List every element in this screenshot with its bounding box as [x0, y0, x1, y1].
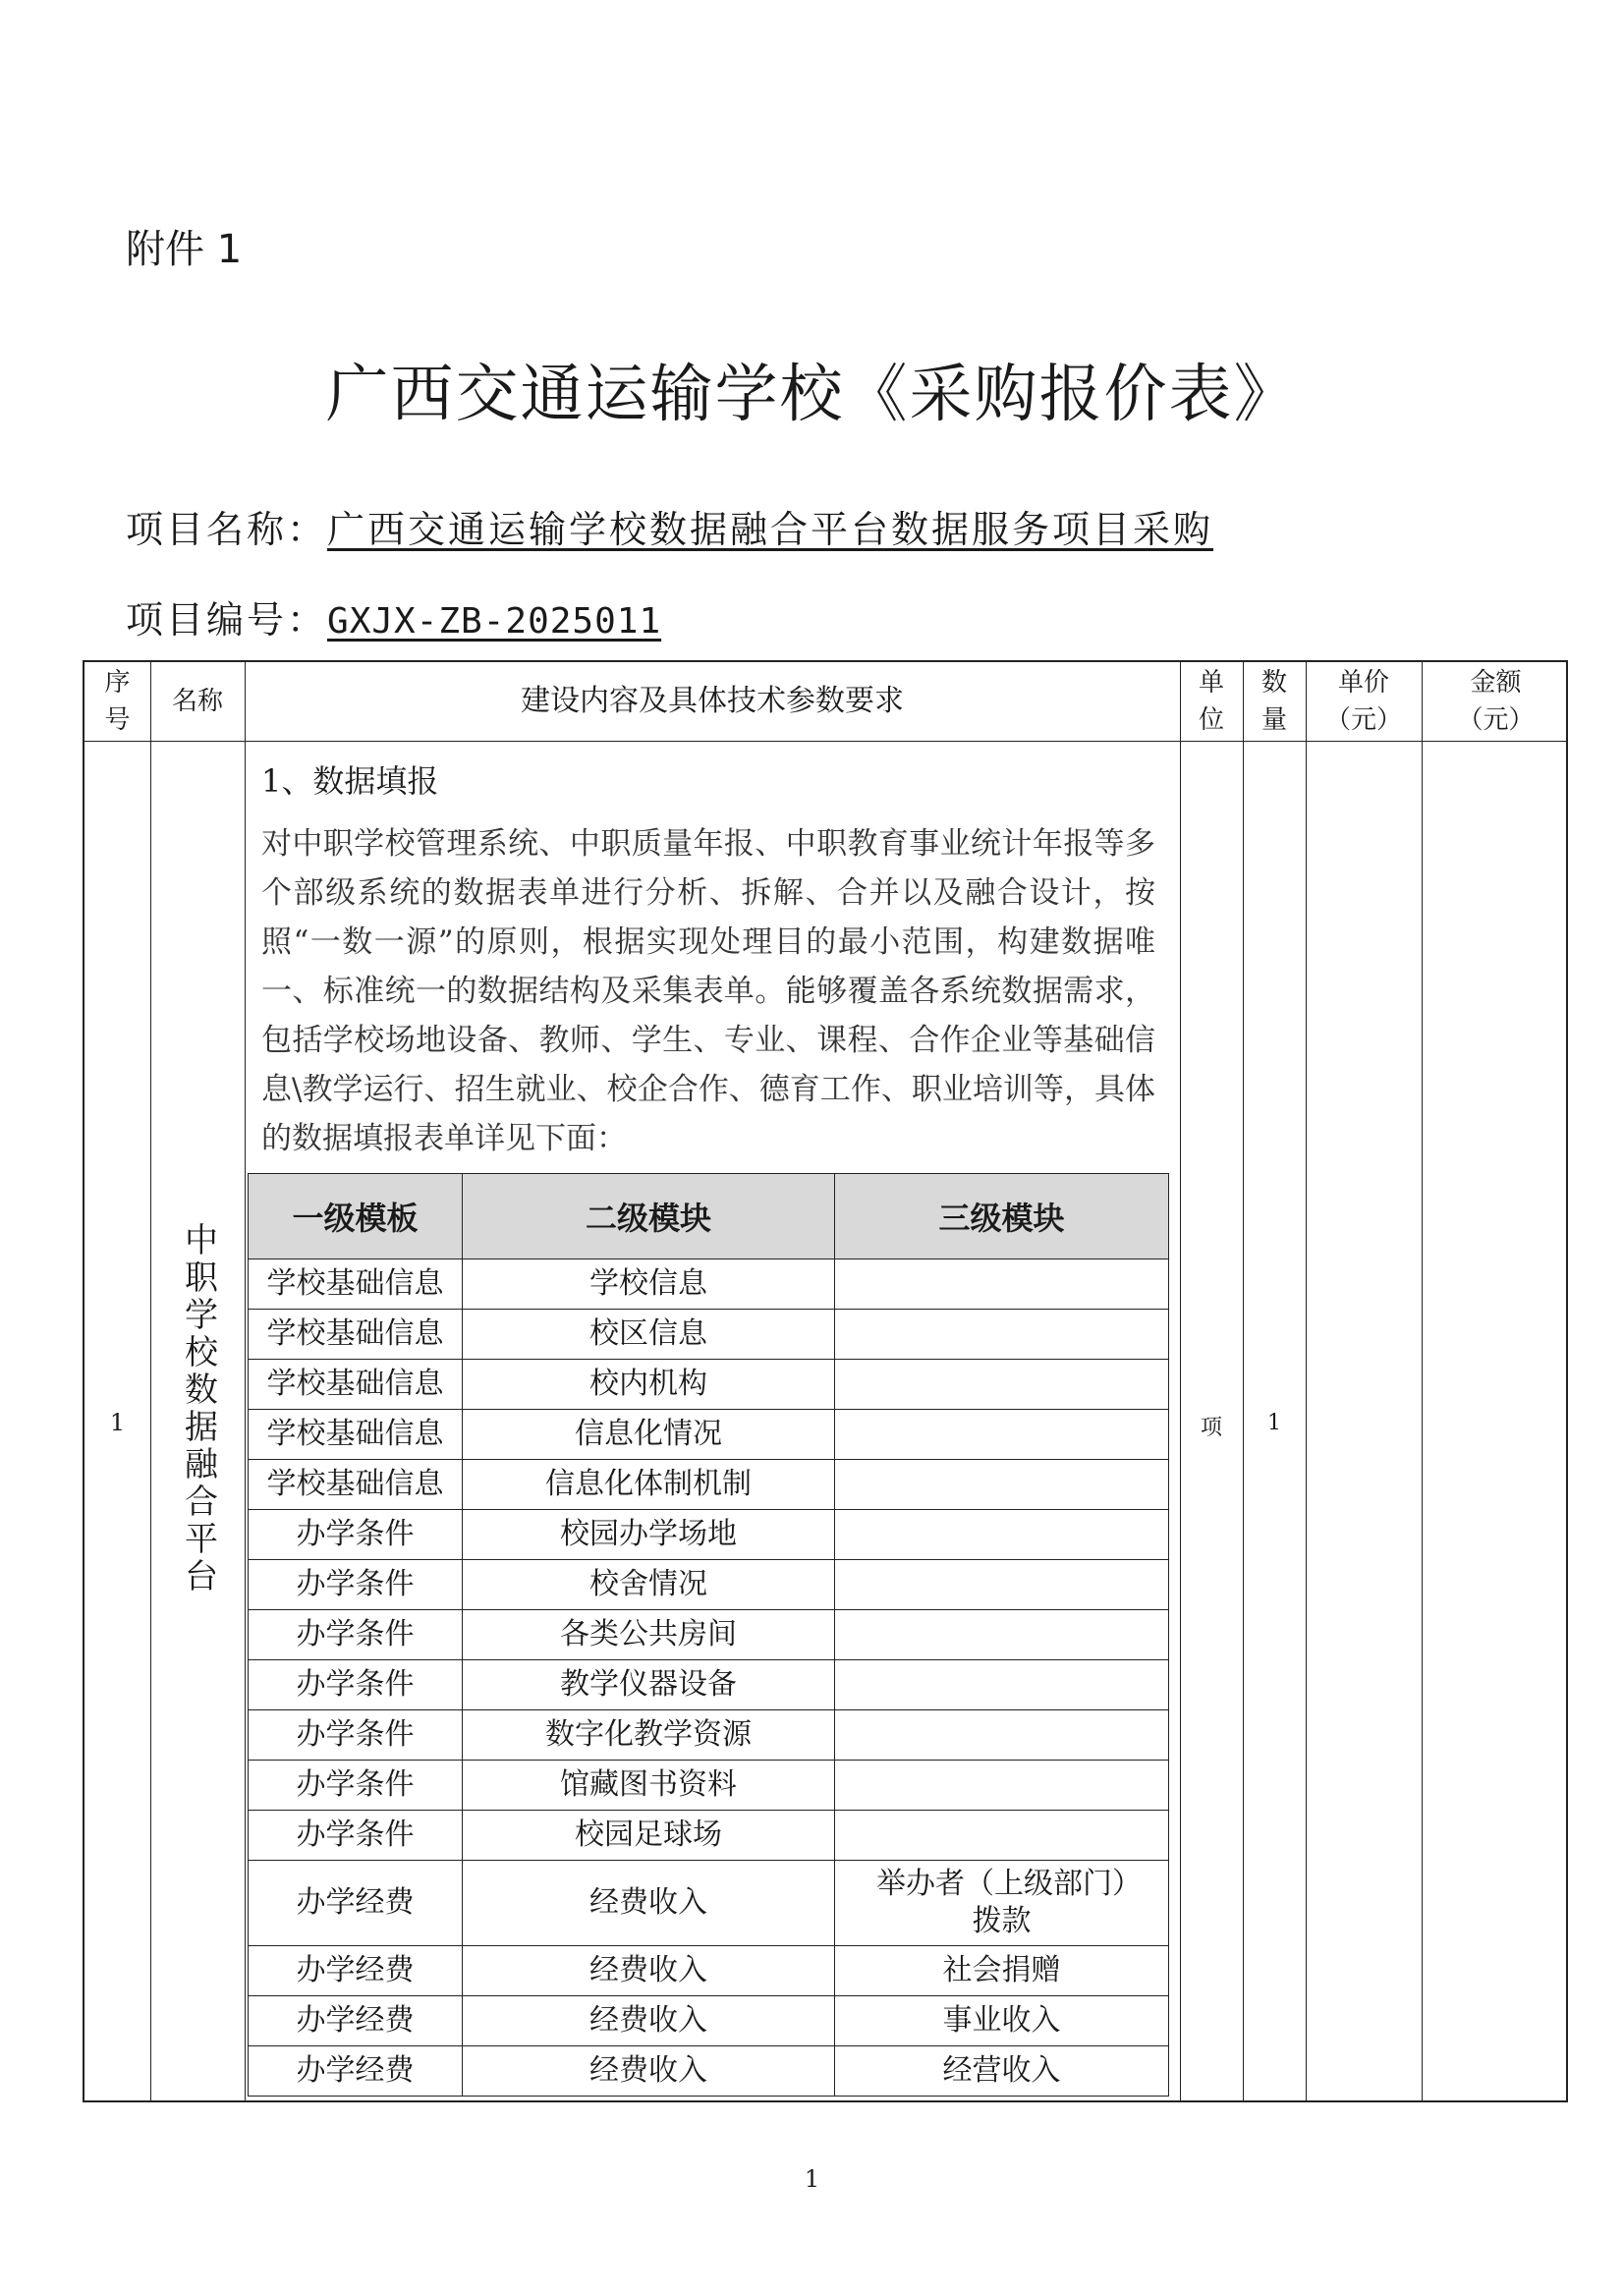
table-row [249, 1861, 1169, 1946]
col-divider [1243, 662, 1244, 2100]
page-number: 1 [804, 2165, 820, 2193]
cell: 办学条件 [249, 1761, 463, 1811]
cell: 办学条件 [249, 1811, 463, 1861]
cell [835, 1710, 1169, 1761]
cell [835, 1460, 1169, 1510]
project-number-line [126, 589, 661, 643]
cell [835, 1410, 1169, 1460]
header-content: 建设内容及具体技术参数要求 [521, 684, 904, 718]
cell: 学校基础信息 [249, 1259, 463, 1310]
cell [835, 1310, 1169, 1360]
table-row [249, 1811, 1169, 1861]
cell: 校区信息 [462, 1310, 834, 1360]
cell: 社会捐赠 [835, 1946, 1169, 1996]
inner-header-level2: 二级模块 [462, 1174, 834, 1259]
cell: 信息化体制机制 [462, 1460, 834, 1510]
header-amount: 金额（元） [1457, 668, 1535, 735]
document-title: 广西交通运输学校《采购报价表》 [325, 359, 1299, 431]
table-row [249, 1710, 1169, 1761]
inner-header-level1: 一级模板 [249, 1174, 463, 1259]
table-row [249, 1510, 1169, 1560]
table-row [249, 1259, 1169, 1310]
cell: 各类公共房间 [462, 1610, 834, 1660]
col-divider [1306, 662, 1307, 2100]
cell: 经费收入 [462, 1861, 834, 1946]
cell: 经营收入 [835, 2046, 1169, 2097]
table-row [249, 1761, 1169, 1811]
cell: 校内机构 [462, 1360, 834, 1410]
cell [835, 1510, 1169, 1560]
cell: 经费收入 [462, 1996, 834, 2046]
cell: 学校基础信息 [249, 1310, 463, 1360]
cell: 校园办学场地 [462, 1510, 834, 1560]
header-name: 名称 [171, 687, 223, 716]
cell: 学校基础信息 [249, 1410, 463, 1460]
cell: 校舍情况 [462, 1560, 834, 1610]
cell [835, 1811, 1169, 1861]
project-number-value: GXJX-ZB-2025011 [327, 601, 662, 642]
cell: 办学条件 [249, 1710, 463, 1761]
header-qty: 数量 [1260, 668, 1287, 735]
cell: 办学条件 [249, 1510, 463, 1560]
row-unit: 项 [1200, 1416, 1222, 1440]
cell: 办学条件 [249, 1560, 463, 1610]
col-divider [1422, 662, 1423, 2100]
project-name-line [126, 499, 1213, 553]
table-row [249, 2046, 1169, 2097]
col-divider [1180, 662, 1181, 2100]
attachment-label: 附件 1 [126, 227, 243, 272]
cell [835, 1560, 1169, 1610]
table-row [249, 1410, 1169, 1460]
project-number-label: 项目编号： [126, 598, 328, 642]
table-row [249, 1660, 1169, 1710]
cell: 学校基础信息 [249, 1460, 463, 1510]
row-name-cell [150, 1222, 245, 1595]
row-seq: 1 [109, 1409, 126, 1436]
cell: 经费收入 [462, 1946, 834, 1996]
quotation-table [83, 660, 1568, 2102]
module-table [248, 1173, 1169, 2097]
section-description: 对中职学校管理系统、中职质量年报、中职教育事业统计年报等多个部级系统的数据表单进行分析、拆解、合并以及融合设计，按照“一数一源”的原则，根据实现处理目的最小范围，构建数据唯一、标准统一的数据结构及采集表单。能够覆盖各系统数据需求，包括学校场地设备、教师、学生、专业、课程、合作企业等基础信息\教学运行、招生就业、校企合作、德育工作、职业培训等，具体的数据填报表单详见下面： [261, 826, 1155, 1156]
project-name-label: 项目名称： [126, 508, 328, 551]
table-row [249, 1560, 1169, 1610]
content-block [261, 756, 1155, 1163]
row-name: 中职学校数据融合平台 [178, 1222, 218, 1595]
project-name-value: 广西交通运输学校数据融合平台数据服务项目采购 [327, 508, 1214, 551]
cell [835, 1360, 1169, 1410]
header-unit-price: 单价（元） [1325, 668, 1403, 735]
table-row [249, 1946, 1169, 1996]
cell: 办学条件 [249, 1660, 463, 1710]
header-seq: 序号 [104, 668, 131, 735]
cell: 办学经费 [249, 2046, 463, 2097]
cell [835, 1259, 1169, 1310]
table-row [249, 1310, 1169, 1360]
cell: 办学经费 [249, 1996, 463, 2046]
cell: 校园足球场 [462, 1811, 834, 1861]
cell [835, 1761, 1169, 1811]
cell: 经费收入 [462, 2046, 834, 2097]
table-row [249, 1360, 1169, 1410]
cell: 事业收入 [835, 1996, 1169, 2046]
header-divider [84, 741, 1566, 742]
table-row [249, 1996, 1169, 2046]
cell: 馆藏图书资料 [462, 1761, 834, 1811]
cell: 数字化教学资源 [462, 1710, 834, 1761]
cell: 办学经费 [249, 1861, 463, 1946]
cell: 办学经费 [249, 1946, 463, 1996]
cell [835, 1610, 1169, 1660]
section-title: 1、数据填报 [261, 762, 439, 800]
cell: 办学条件 [249, 1610, 463, 1660]
col-divider [245, 662, 246, 2100]
cell: 学校基础信息 [249, 1360, 463, 1410]
cell: 教学仪器设备 [462, 1660, 834, 1710]
cell [835, 1660, 1169, 1710]
cell: 学校信息 [462, 1259, 834, 1310]
table-row [249, 1460, 1169, 1510]
cell: 举办者（上级部门）拨款 [835, 1861, 1169, 1946]
cell: 信息化情况 [462, 1410, 834, 1460]
inner-header-level3: 三级模块 [835, 1174, 1169, 1259]
header-unit: 单位 [1198, 668, 1224, 735]
row-qty: 1 [1267, 1411, 1281, 1435]
table-row [249, 1610, 1169, 1660]
